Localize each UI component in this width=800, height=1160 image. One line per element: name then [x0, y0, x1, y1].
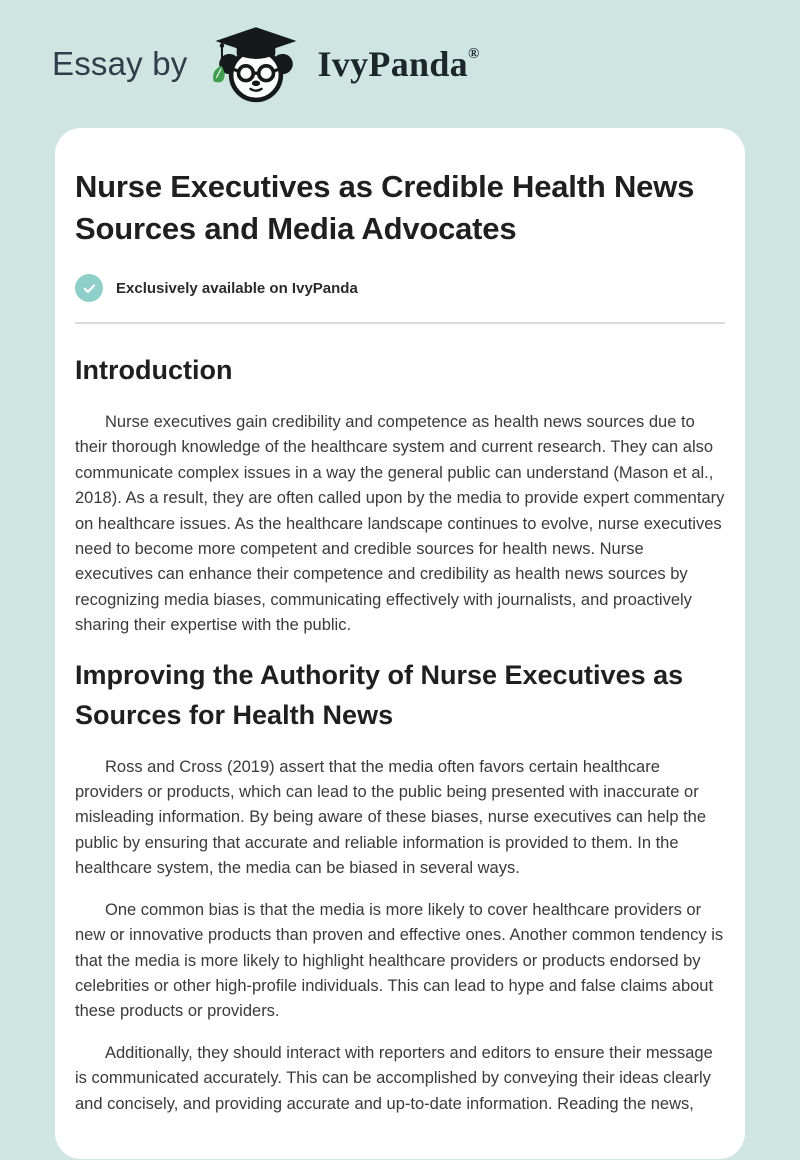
essay-paragraph: Additionally, they should interact with reporters and editors to ensure their message is communicated accurately. This can be accomplished by conveying their ideas clearly and concisely, and providing accurate and up-to-date information. Reading the news, [75, 1043, 713, 1113]
section-heading-introduction: Introduction [75, 355, 233, 385]
section-heading-improving-authority: Improving the Authority of Nurse Executives as Sources for Health News [75, 659, 684, 730]
divider [75, 322, 725, 324]
check-icon [75, 274, 103, 302]
badge-label: Exclusively available on IvyPanda [116, 279, 358, 297]
brand-wordmark [318, 43, 480, 85]
ivypanda-panda-logo-icon [210, 25, 302, 103]
essay-paragraph: Nurse executives gain credibility and competence as health news sources due to their thorough knowledge of the healthcare system and current research. They can also communicate complex issues in a way the general public can understand (Mason et al., 2018). As a result, they are often called upon by the media to provide expert commentary on healthcare issues. As the healthcare landscape continues to evolve, nurse executives need to become more competent and credible sources for health news. Nurse executives can enhance their competence and credibility as health news sources by recognizing media biases, communicating effectively with journalists, and proactively sharing their expertise with the public. [75, 413, 725, 635]
header [0, 0, 800, 128]
header-prefix: Essay by [52, 45, 188, 82]
brand-name: IvyPanda [317, 44, 468, 84]
registered-mark: ® [467, 46, 480, 62]
essay-paragraph: Ross and Cross (2019) assert that the media often favors certain healthcare providers or products, which can lead to the public being presented with inaccurate or misleading information. By being aware of these biases, nurse executives can help the public by ensuring that accurate and reliable information is provided to them. In the healthcare system, the media can be biased in several ways. [75, 757, 707, 878]
essay-paragraph: One common bias is that the media is more likely to cover healthcare providers or new or innovative products than proven and effective ones. Another common tendency is that the media is more likely to highlight healthcare providers or products endorsed by celebrities or other high-profile individuals. This can lead to hype and false claims about these products or providers. [75, 900, 724, 1021]
exclusive-badge [75, 274, 725, 302]
essay-title: Nurse Executives as Credible Health News Sources and Media Advocates [75, 169, 695, 246]
essay-card [55, 128, 745, 1159]
